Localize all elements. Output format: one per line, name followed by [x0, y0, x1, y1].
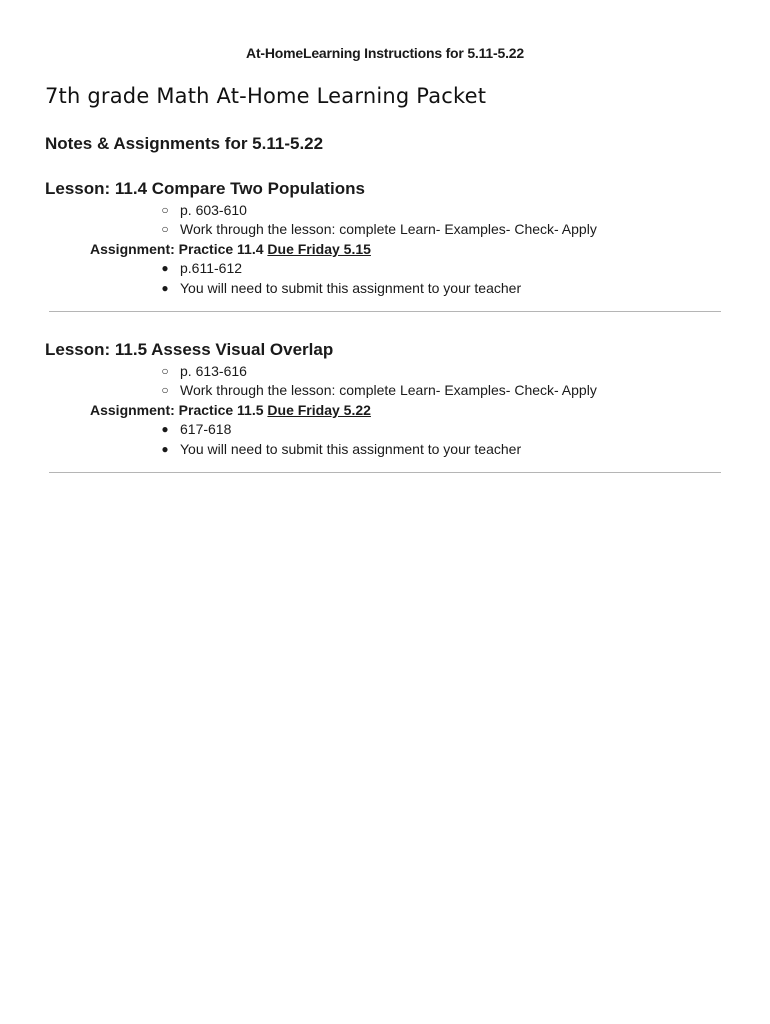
task-text: p.611-612: [180, 260, 243, 277]
hollow-bullet-icon: ○: [161, 222, 169, 237]
filled-bullet-icon: ●: [161, 441, 169, 456]
page-header: At-HomeLearning Instructions for 5.11-5.22: [246, 45, 524, 61]
assignment-label: Assignment: Practice 11.5: [90, 401, 268, 418]
hollow-bullet-icon: ○: [161, 203, 169, 217]
note-text: Work through the lesson: complete Learn- Examples- Check- Apply: [180, 221, 597, 238]
lesson-title: Lesson: 11.5 Assess Visual Overlap: [45, 340, 334, 359]
lesson-11-5: [45, 338, 725, 459]
due-date: Due Friday 5.22: [267, 401, 371, 418]
list-item: [45, 220, 725, 239]
lesson-11-4: [45, 177, 725, 298]
page-title: 7th grade Math At-Home Learning Packet: [45, 84, 487, 108]
filled-bullet-icon: ●: [161, 261, 169, 276]
note-text: Work through the lesson: complete Learn- Examples- Check- Apply: [180, 382, 597, 399]
list-item: [45, 440, 725, 459]
divider: [49, 472, 721, 473]
hollow-bullet-icon: ○: [161, 383, 169, 398]
list-item: [45, 201, 725, 220]
assignment-line: [45, 401, 725, 420]
hollow-bullet-icon: ○: [161, 364, 169, 378]
task-text: 617-618: [180, 421, 232, 438]
assignment-label: Assignment: Practice 11.4: [90, 240, 268, 257]
list-item: [45, 362, 725, 381]
lesson-title: Lesson: 11.4 Compare Two Populations: [45, 179, 365, 198]
assignment-line: [45, 240, 725, 259]
list-item: [45, 420, 725, 439]
task-text: You will need to submit this assignment to your teacher: [180, 440, 522, 457]
list-item: [45, 381, 725, 400]
note-text: p. 603-610: [180, 202, 247, 218]
section-heading: Notes & Assignments for 5.11-5.22: [45, 134, 324, 153]
list-item: [45, 279, 725, 298]
filled-bullet-icon: ●: [161, 280, 169, 295]
due-date: Due Friday 5.15: [267, 240, 371, 257]
task-text: You will need to submit this assignment to your teacher: [180, 279, 522, 296]
list-item: [45, 259, 725, 278]
note-text: p. 613-616: [180, 363, 247, 379]
filled-bullet-icon: ●: [161, 422, 169, 437]
divider: [49, 311, 721, 312]
